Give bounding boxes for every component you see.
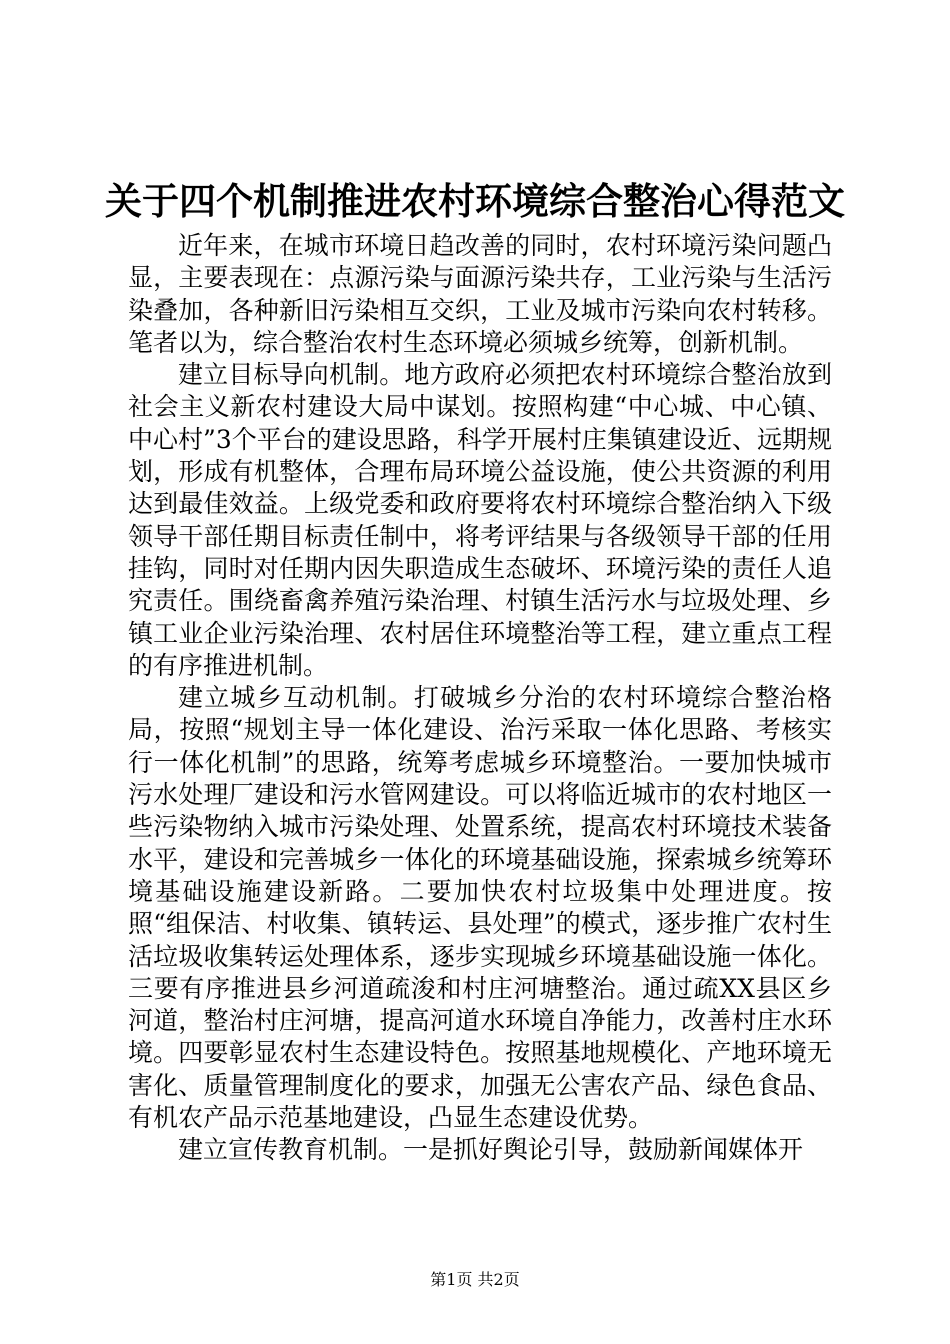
page-number-footer: 第1页 共2页 bbox=[430, 1270, 520, 1289]
paragraph-urban-rural-mechanism: 建立城乡互动机制。打破城乡分治的农村环境综合整治格局，按照“规划主导一体化建设、治污采取一体化思路、考核实行一体化机制”的思路，统筹考虑城乡环境整治。一要加快城市污水处理厂建设和污水管网建设。可以将临近城市的农村地区一些污染物纳入城市污染处理、处置系统，提高农村环境技术装备水平，建设和完善城乡一体化的环境基础设施，探索城乡统筹环境基础设施建设新路。二要加快农村垃圾集中处理进度。按照“组保洁、村收集、镇转运、县处理”的模式，逐步推广农村生活垃圾收集转运处理体系，逐步实现城乡环境基础设施一体化。三要有序推进县乡河道疏浚和村庄河塘整治。通过疏XX县区乡河道，整治村庄河塘，提高河道水环境自净能力，改善村庄水环境。四要彰显农村生态建设特色。按照基地规模化、产地环境无害化、质量管理制度化的要求，加强无公害农产品、绿色食品、有机农产品示范基地建设，凸显生态建设优势。 bbox=[128, 683, 832, 1133]
document-title: 关于四个机制推进农村环境综合整治心得范文 bbox=[105, 179, 845, 223]
paragraph-intro: 近年来，在城市环境日趋改善的同时，农村环境污染问题凸显，主要表现在：点源污染与面源污染共存，工业污染与生活污染叠加，各种新旧污染相互交织，工业及城市污染向农村转移。笔者以为，综合整治农村生态环境必须城乡统筹，创新机制。 bbox=[128, 231, 832, 357]
paragraph-education-mechanism: 建立宣传教育机制。一是抓好舆论引导，鼓励新闻媒体开 bbox=[178, 1135, 804, 1165]
paragraph-goal-mechanism: 建立目标导向机制。地方政府必须把农村环境综合整治放到社会主义新农村建设大局中谋划。按照构建“中心城、中心镇、中心村”3个平台的建设思路，科学开展村庄集镇建设近、远期规划，形成有机整体，合理布局环境公益设施，使公共资源的利用达到最佳效益。上级党委和政府要将农村环境综合整治纳入下级领导干部任期目标责任制中，将考评结果与各级领导干部的任用挂钩，同时对任期内因失职造成生态破坏、环境污染的责任人追究责任。围绕畜禽养殖污染治理、村镇生活污水与垃圾处理、乡镇工业企业污染治理、农村居住环境整治等工程，建立重点工程的有序推进机制。 bbox=[128, 360, 832, 680]
document-body bbox=[128, 230, 832, 1167]
